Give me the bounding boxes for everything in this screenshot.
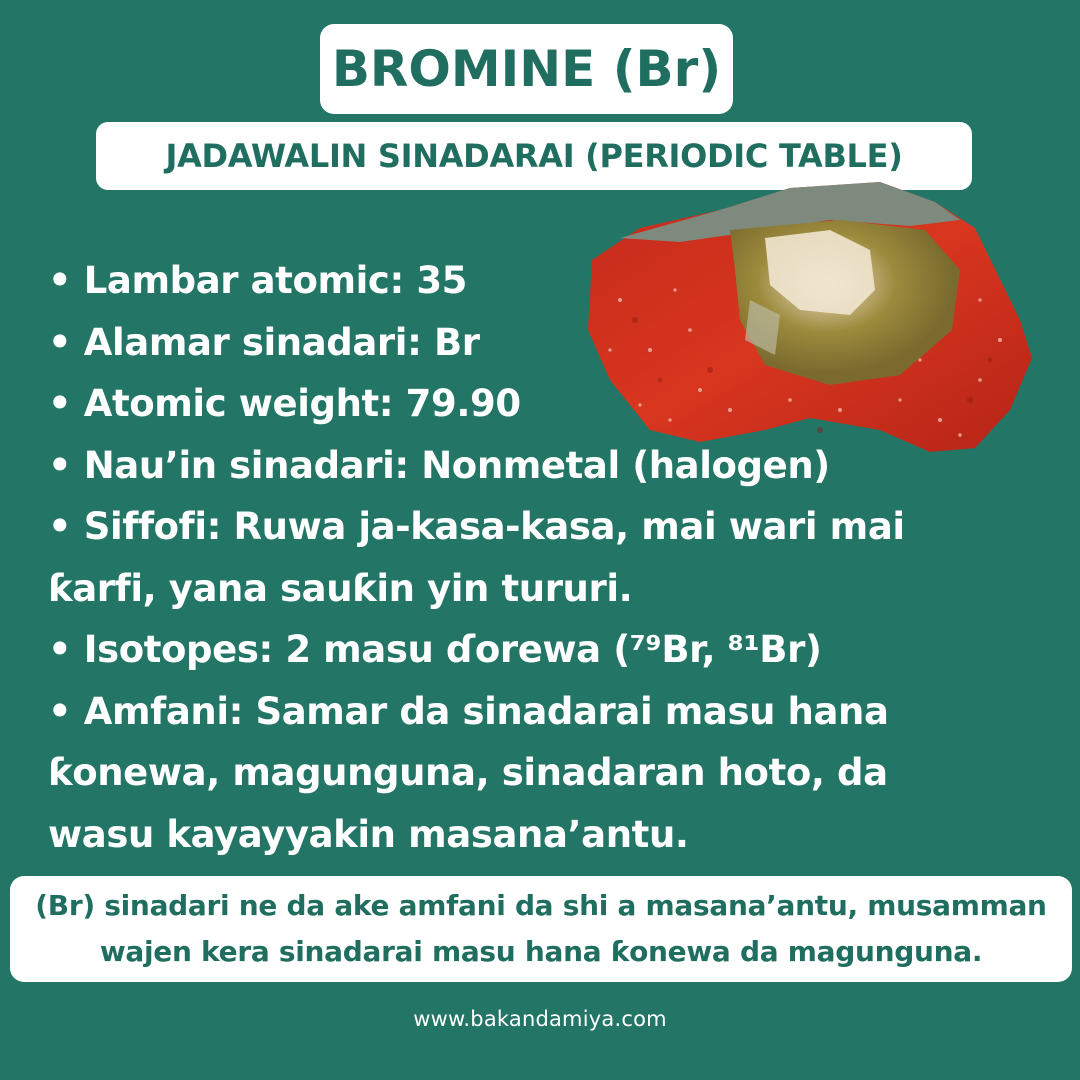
fact-uses: • Amfani: Samar da sinadarai masu hana bbox=[48, 689, 889, 733]
page-title: BROMINE (Br) bbox=[320, 24, 733, 114]
summary-line-1: (Br) sinadari ne da ake amfani da shi a masana’antu, musamman bbox=[35, 889, 1047, 922]
page-subtitle: JADAWALIN SINADARAI (PERIODIC TABLE) bbox=[96, 122, 972, 190]
website-link[interactable]: www.bakandamiya.com bbox=[413, 1007, 667, 1031]
fact-properties-cont: ƙarfi, yana sauƙin yin tururi. bbox=[48, 566, 633, 610]
facts-list bbox=[48, 250, 948, 865]
summary-line-2: wajen kera sinadarai masu hana ƙonewa da magunguna. bbox=[99, 935, 983, 968]
fact-properties: • Siffofi: Ruwa ja-kasa-kasa, mai wari mai bbox=[48, 505, 905, 548]
fact-element-type: • Nau’in sinadari: Nonmetal (halogen) bbox=[48, 443, 830, 487]
summary-banner bbox=[10, 876, 1072, 982]
fact-uses-cont-2: wasu kayayyakin masana’antu. bbox=[48, 812, 689, 856]
fact-symbol: • Alamar sinadari: Br bbox=[48, 320, 480, 364]
fact-uses-cont: ƙonewa, magunguna, sinadaran hoto, da bbox=[48, 751, 888, 794]
fact-atomic-number: • Lambar atomic: 35 bbox=[48, 259, 468, 302]
fact-atomic-weight: • Atomic weight: 79.90 bbox=[48, 382, 521, 425]
fact-isotopes: • Isotopes: 2 masu ɗorewa (⁷⁹Br, ⁸¹Br) bbox=[48, 628, 822, 671]
